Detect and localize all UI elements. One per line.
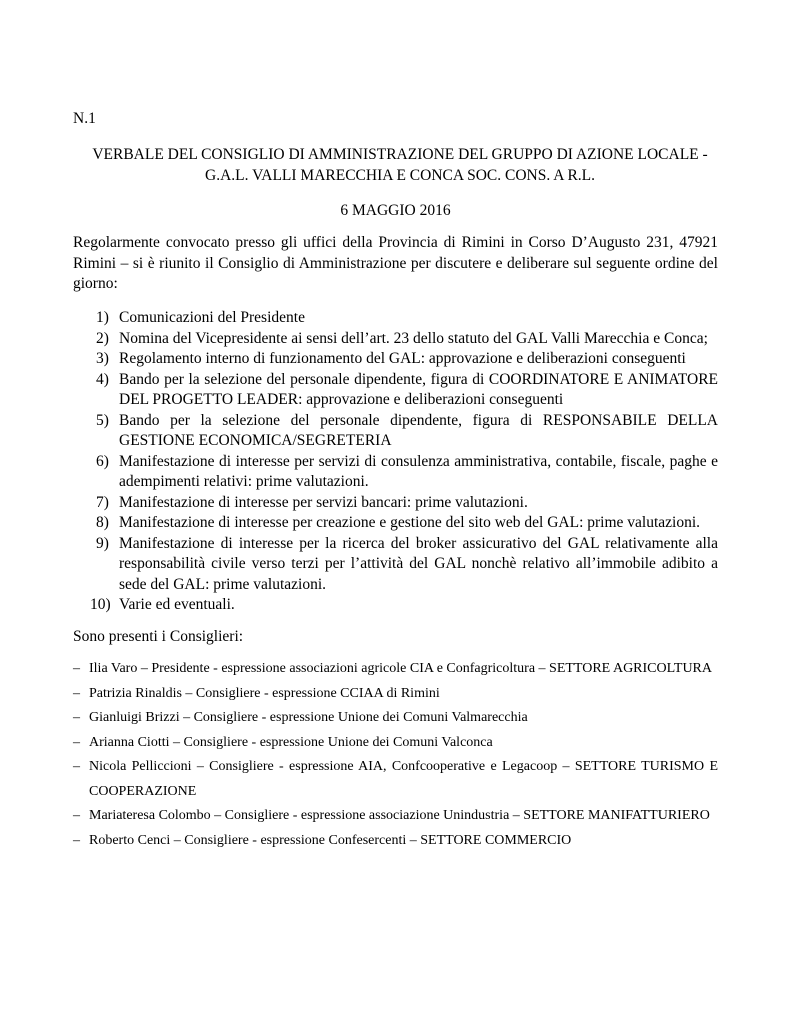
agenda-item-text: Manifestazione di interesse per servizi di consulenza amministrativa, contabile, fiscale, paghe e adempimenti relativi: prime valutazioni. <box>119 452 718 490</box>
present-heading: Sono presenti i Consiglieri: <box>73 628 244 645</box>
agenda-item-text: Manifestazione di interesse per creazione e gestione del sito web del GAL: prime valutazioni. <box>119 514 701 531</box>
title-line-2: G.A.L. VALLI MARECCHIA E CONCA SOC. CONS. A R.L. <box>205 167 595 184</box>
agenda-item-number: 3) <box>96 350 109 367</box>
agenda-item-number: 7) <box>96 493 109 511</box>
document-number: N.1 <box>73 110 96 127</box>
member-text: Mariateresa Colombo – Consigliere - espressione associazione Unindustria – SETTORE MANIFATTURIERO <box>89 808 710 823</box>
agenda-item-text: Bando per la selezione del personale dipendente, figura di COORDINATORE E ANIMATORE DEL PROGETTO LEADER: approvazione e deliberazioni conseguenti <box>119 370 718 408</box>
agenda-item-number: 9) <box>96 534 109 552</box>
member-text: Roberto Cenci – Consigliere - espressione Confesercenti – SETTORE COMMERCIO <box>89 832 572 848</box>
dash-bullet: – <box>73 685 80 701</box>
agenda-item-number: 1) <box>96 309 109 326</box>
dash-bullet: – <box>73 710 80 725</box>
member-item <box>73 706 718 731</box>
intro-paragraph: Regolarmente convocato presso gli uffici della Provincia di Rimini in Corso D’Augusto 231, 47921 Rimini – si è riunito il Consiglio di Amministrazione per discutere e deliberare sul seguente ordine del giorno: <box>73 234 718 292</box>
agenda-item <box>73 534 718 596</box>
member-text: Arianna Ciotti – Consigliere - espressione Unione dei Comuni Valconca <box>89 734 493 750</box>
dash-bullet: – <box>73 808 80 823</box>
document-title <box>60 144 740 186</box>
agenda-item <box>73 493 718 514</box>
agenda-item <box>73 329 718 350</box>
member-text: Gianluigi Brizzi – Consigliere - espressione Unione dei Comuni Valmarecchia <box>89 710 528 725</box>
agenda-item-text: Comunicazioni del Presidente <box>119 309 305 326</box>
agenda-item <box>73 308 718 329</box>
dash-bullet: – <box>73 661 80 676</box>
member-text: Ilia Varo – Presidente - espressione associazioni agricole CIA e Confagricoltura – SETTORE AGRICOLTURA <box>89 661 713 676</box>
member-text: Patrizia Rinaldis – Consigliere - espressione CCIAA di Rimini <box>89 685 440 701</box>
member-text: Nicola Pelliccioni – Consigliere - espressione AIA, Confcooperative e Legacoop – SETTORE TURISMO E COOPERAZIONE <box>89 759 718 799</box>
agenda-item-text: Bando per la selezione del personale dipendente, figura di RESPONSABILE DELLA GESTIONE ECONOMICA/SEGRETERIA <box>119 411 718 449</box>
member-item <box>73 682 718 707</box>
agenda-item-number: 4) <box>96 370 109 388</box>
dash-bullet: – <box>73 759 80 774</box>
member-item <box>73 731 718 756</box>
members-list <box>73 657 718 853</box>
agenda-item-text: Nomina del Vicepresidente ai sensi dell’art. 23 dello statuto del GAL Valli Marecchia e Conca; <box>119 329 708 347</box>
agenda-item <box>73 349 718 370</box>
agenda-item-number: 8) <box>96 514 109 531</box>
agenda-item-number: 10) <box>90 596 111 613</box>
agenda-item-text: Varie ed eventuali. <box>119 596 235 613</box>
agenda-item <box>73 452 718 493</box>
agenda-item <box>73 513 718 534</box>
agenda-item <box>73 411 718 452</box>
agenda-item <box>73 370 718 411</box>
agenda-list <box>73 308 718 616</box>
member-item <box>73 657 718 682</box>
title-line-1: VERBALE DEL CONSIGLIO DI AMMINISTRAZIONE DEL GRUPPO DI AZIONE LOCALE - <box>92 146 708 163</box>
agenda-item-text: Regolamento interno di funzionamento del GAL: approvazione e deliberazioni conseguenti <box>119 350 686 367</box>
agenda-item-number: 6) <box>96 452 109 470</box>
agenda-item-text: Manifestazione di interesse per la ricerca del broker assicurativo del GAL relativamente alla responsabilità civile verso terzi per l’attività del GAL nonchè relativo all’immobile adibito a sede del GAL: prime valutazioni. <box>119 534 718 593</box>
agenda-item-number: 2) <box>96 329 109 347</box>
agenda-item-number: 5) <box>96 411 109 429</box>
dash-bullet: – <box>73 832 80 848</box>
member-item <box>73 829 718 854</box>
agenda-item-text: Manifestazione di interesse per servizi bancari: prime valutazioni. <box>119 493 528 511</box>
meeting-date: 6 MAGGIO 2016 <box>340 202 451 219</box>
member-item <box>73 804 718 829</box>
agenda-item <box>73 595 718 616</box>
dash-bullet: – <box>73 734 80 750</box>
member-item <box>73 755 718 804</box>
